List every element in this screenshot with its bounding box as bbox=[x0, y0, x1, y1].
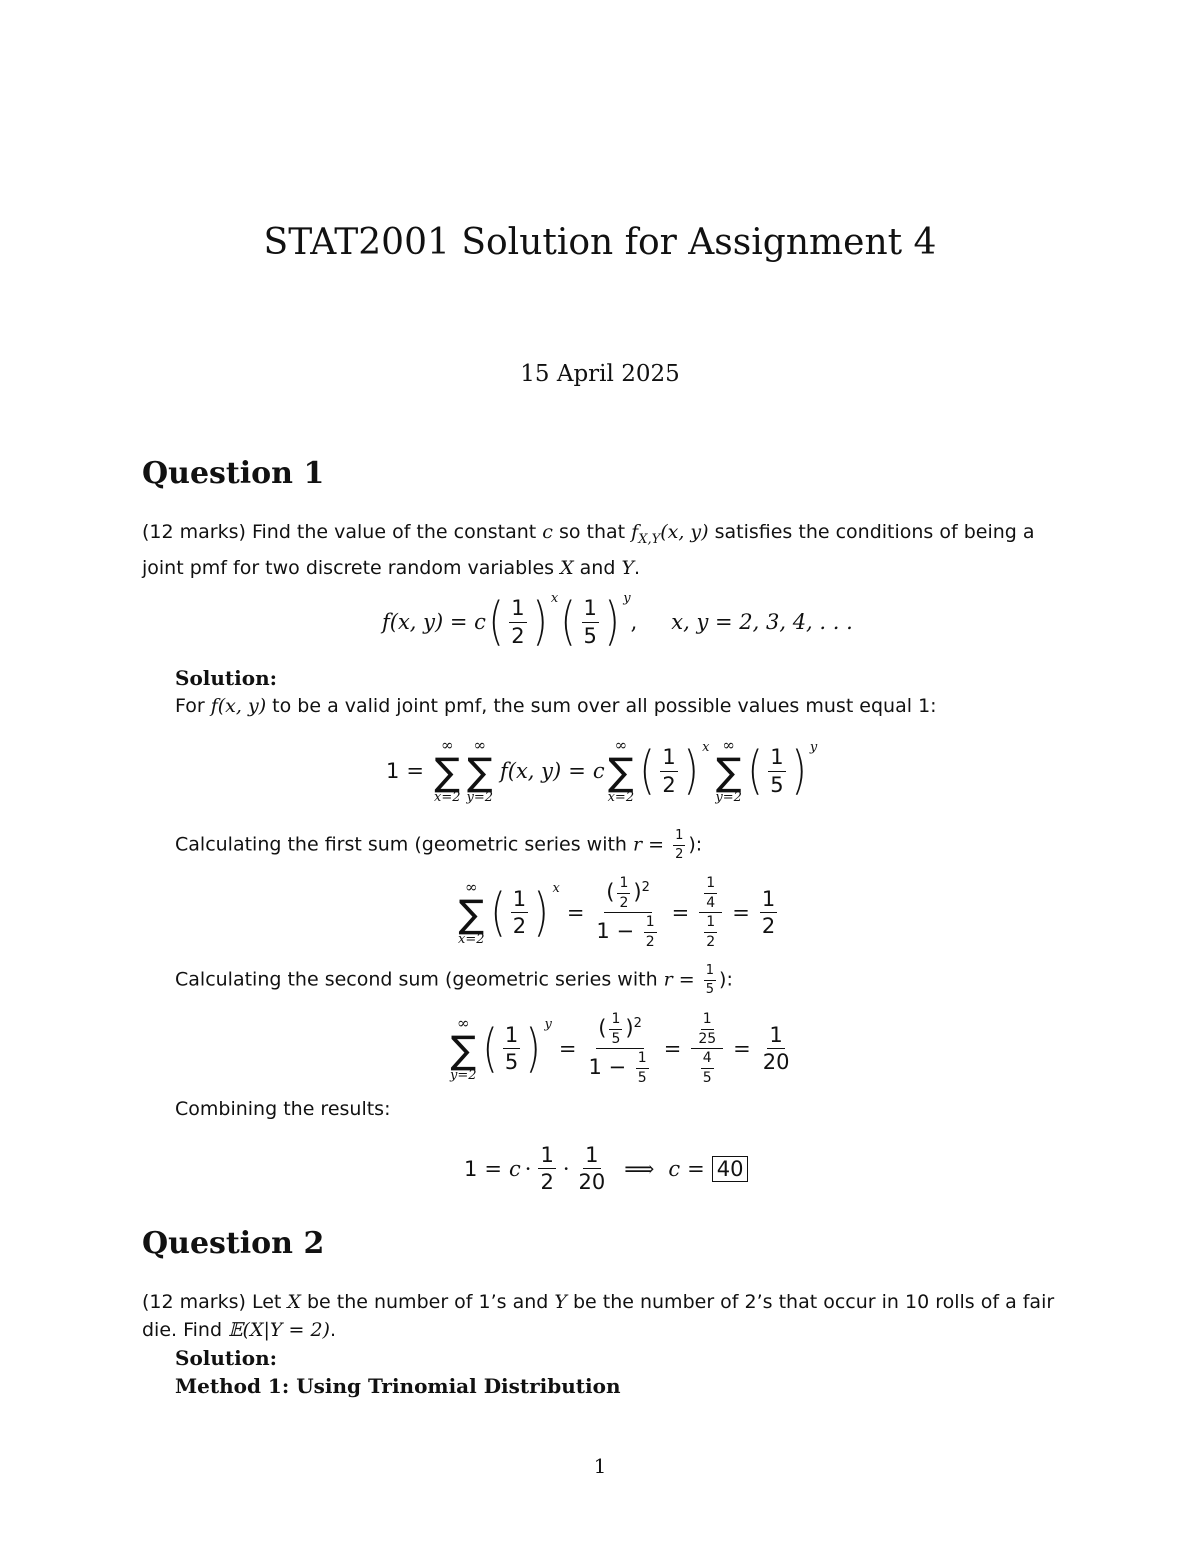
question-2-heading: Question 2 bbox=[142, 1226, 325, 1261]
question-1-prompt: (12 marks) Find the value of the constant c so that $f_{X,Y}(x$, y) satisfies the conditions of being a joint pmf for two discrete random variables X and Y. bbox=[142, 521, 1035, 579]
first-sum-equation: ∞ ∑ x=2 ( $\frac{1}{2}$ ) x = ( $\frac{1}{2}$ )$^2$ 1 − $\frac{1}{2}$ = $\frac{\frac{1}{4}}{\frac{1}{2}}$ = $\frac{1}{2}$ bbox=[458, 875, 776, 951]
page-number: 1 bbox=[593, 1454, 607, 1478]
q2-method-label: Method 1: Using Trinomial Distribution bbox=[175, 1374, 621, 1398]
question-2-prompt: (12 marks) Let X be the number of 1’s and Y be the number of 2’s that occur in 10 rolls of a fair die. Find 𝔼(X|Y = 2). bbox=[142, 1291, 1055, 1341]
q1-solution-line: For f(x, y) to be a valid joint pmf, the sum over all possible values must equal 1: bbox=[175, 695, 937, 717]
first-sum-text: Calculating the first sum (geometric series with r = $\frac{1}{2}$ ): bbox=[175, 828, 703, 862]
document-date: 15 April 2025 bbox=[520, 361, 680, 387]
q2-solution-label: Solution: bbox=[175, 1346, 278, 1370]
q1-solution-label: Solution: bbox=[175, 666, 278, 690]
second-sum-equation: ∞ ∑ y=2 ( $\frac{1}{5}$ ) y = ( $\frac{1}{5}$ )$^2$ 1 − $\frac{1}{5}$ = $\frac{\frac{1}{25}}{\frac{4}{5}}$ = $\frac{1}{20}$ bbox=[450, 1011, 790, 1087]
double-sum-equation: 1 = ∞ ∑ x=2 ∞ ∑ y=2 f(x, y) = c ∞ ∑ x=2 ( $\frac{1}{2}$ ) x ∞ ∑ y=2 ( $\frac{1}{5}$ ) y bbox=[386, 736, 818, 805]
answer-box: 40 bbox=[712, 1156, 749, 1182]
document-title: STAT2001 Solution for Assignment 4 bbox=[263, 222, 937, 263]
second-sum-text: Calculating the second sum (geometric series with r = $\frac{1}{5}$ ): bbox=[175, 963, 733, 997]
pmf-equation: f(x, y) = c ( $\frac{1}{2}$ ) x ( $\frac{1}{5}$ ) y , x, y = 2, 3, 4, . . . bbox=[382, 590, 853, 652]
question-1-heading: Question 1 bbox=[142, 456, 325, 491]
combining-text: Combining the results: bbox=[175, 1098, 391, 1120]
combined-equation: 1 = c · $\frac{1}{2}$ · $\frac{1}{20}$ ⟹ c = 40 bbox=[464, 1144, 748, 1193]
